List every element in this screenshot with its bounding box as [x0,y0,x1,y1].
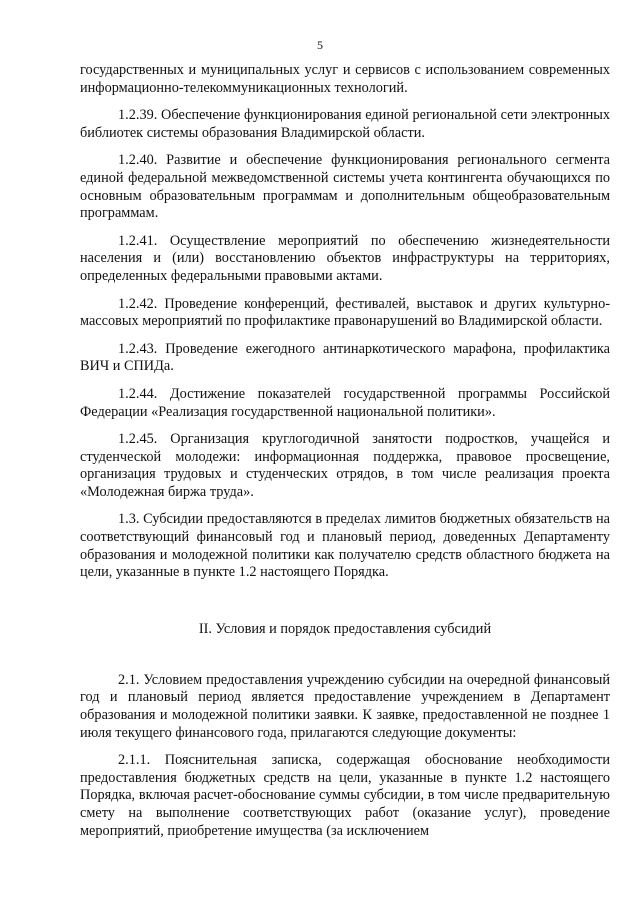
document-body [80,62,610,850]
paragraph-1-2-39: 1.2.39. Обеспечение функционирования единой региональной сети электронных библиотек системы образования Владимирской области. [80,107,610,141]
paragraph-2-1-1: 2.1.1. Пояснительная записка, содержащая обоснование необходимости предоставления бюджетных средств на цели, указанные в пункте 1.2 настоящего Порядка, включая расчет-обоснование суммы субсидии, в том числе предварительную смету на выполнение соответствующих работ (оказание услуг), проведение мероприятий, приобретение имущества (за исключением [80,752,610,839]
paragraph-2-1: 2.1. Условием предоставления учреждению субсидии на очередной финансовый год и плановый период является предоставление учреждением в Департамент образования и молодежной политики заявки. К заявке, предоставленной не позднее 1 июля текущего финансового года, прилагаются следующие документы: [80,671,610,741]
paragraph-1-2-43: 1.2.43. Проведение ежегодного антинаркотического марафона, профилактика ВИЧ и СПИДа. [80,340,610,375]
section-heading: II. Условия и порядок предоставления субсидий [198,620,492,637]
paragraph-1-2-44: 1.2.44. Достижение показателей государственной программы Российской Федерации «Реализация государственной национальной политики». [80,385,610,420]
paragraph-1-2-45: 1.2.45. Организация круглогодичной занятости подростков, учащейся и студенческой молодежи: информационная поддержка, правовое просвещение, организация трудовых и студенческих отрядов, в том числе реализация проекта «Молодежная биржа труда». [80,431,610,500]
paragraph-1-2-41: 1.2.41. Осуществление мероприятий по обеспечению жизнедеятельности населения и (или) восстановлению объектов инфраструктуры на территориях, определенных федеральными правовыми актами. [80,232,610,284]
paragraph-1-2-42: 1.2.42. Проведение конференций, фестивалей, выставок и других культурно-массовых мероприятий по профилактике правонарушений во Владимирской области. [80,295,610,330]
paragraph-1-2-40: 1.2.40. Развитие и обеспечение функционирования регионального сегмента единой федеральной межведомственной системы учета контингента обучающихся по основным образовательным программам и дополнительным общеобразовательным программам. [80,152,610,222]
page-number: 5 [317,38,323,52]
paragraph-continuation: государственных и муниципальных услуг и сервисов с использованием современных информационно-телекоммуникационных технологий. [80,62,610,96]
paragraph-1-3: 1.3. Субсидии предоставляются в пределах лимитов бюджетных обязательств на соответствующий финансовый год и плановый период, доведенных Департаменту образования и молодежной политики как получателю средств областного бюджета на цели, указанные в пункте 1.2 настоящего Порядка. [80,511,610,581]
